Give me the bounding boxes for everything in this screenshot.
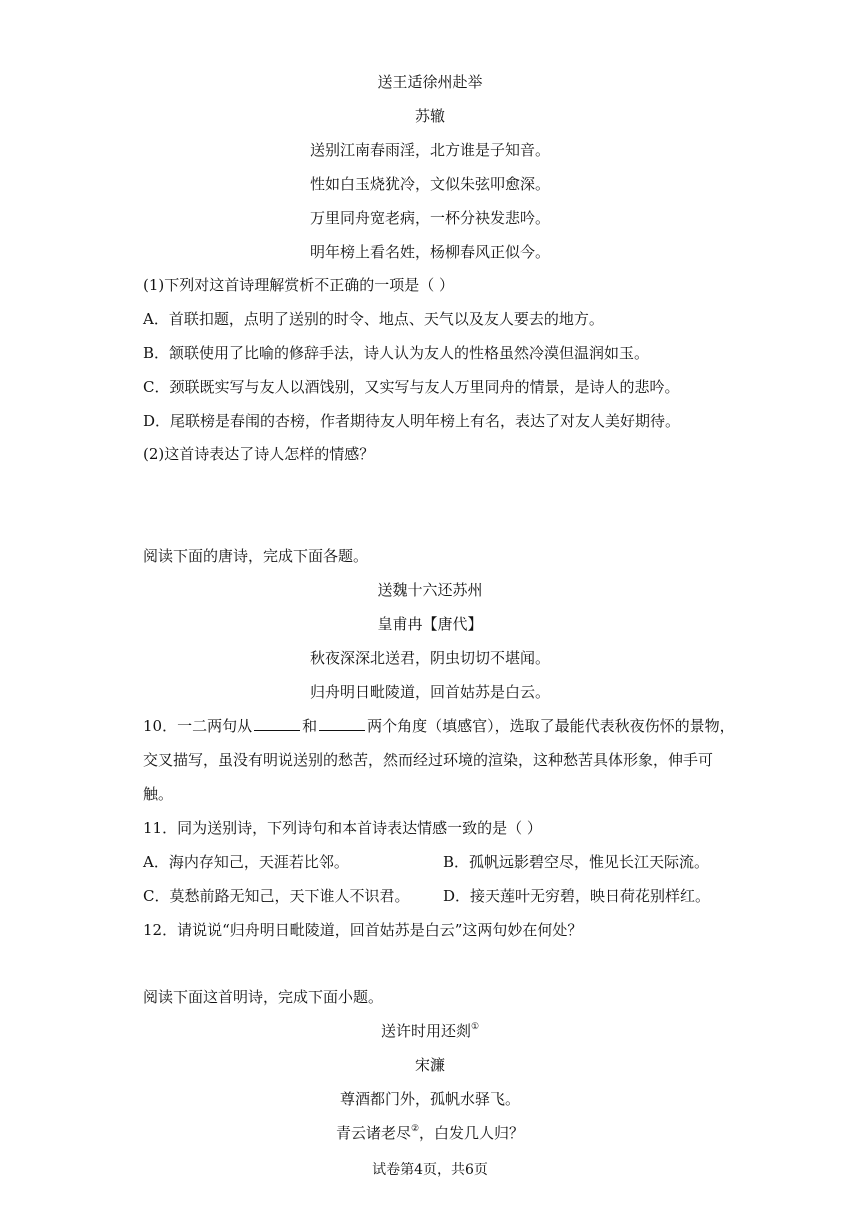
q1-option-d: D．尾联榜是春闱的杏榜，作者期待友人明年榜上有名，表达了对友人美好期待。 — [143, 412, 681, 430]
q10-line-2: 交叉描写，虽没有明说送别的愁苦，然而经过环境的渲染，这种愁苦具体形象，伸手可 — [143, 751, 714, 769]
poem3-line-2 — [0, 1123, 860, 1143]
answer-blank-2[interactable] — [319, 716, 365, 731]
q10-line-1 — [143, 716, 735, 736]
poem1-line-3: 万里同舟宽老病，一杯分袂发悲吟。 — [309, 209, 550, 227]
poem2-title: 送魏十六还苏州 — [377, 581, 483, 599]
poem2-line-2: 归舟明日毗陵道，回首姑苏是白云。 — [309, 683, 550, 701]
poem1-title: 送王适徐州赴举 — [377, 73, 483, 91]
q1-option-c: C．颈联既实写与友人以酒饯别，又实写与友人万里同舟的情景，是诗人的悲吟。 — [143, 378, 680, 396]
poem2-line-1: 秋夜深深北送君，阴虫切切不堪闻。 — [309, 649, 550, 667]
poem3-author: 宋濂 — [414, 1056, 445, 1074]
q11-option-d: D．接天莲叶无穷碧，映日荷花别样红。 — [443, 887, 711, 905]
poem3-line-2-a: 青云诸老尽 — [335, 1124, 411, 1142]
section2-intro: 阅读下面的唐诗，完成下面各题。 — [143, 547, 369, 565]
poem1-line-1: 送别江南春雨淫，北方谁是子知音。 — [309, 141, 550, 159]
q1-option-a: A．首联扣题，点明了送别的时令、地点、天气以及友人要去的地方。 — [143, 310, 604, 328]
poem1-line-4: 明年榜上看名姓，杨柳春风正似今。 — [309, 243, 550, 261]
q11-option-c: C．莫愁前路无知己，天下谁人不识君。 — [143, 887, 410, 905]
q1-stem: (1)下列对这首诗理解赏析不正确的一项是（ ） — [143, 276, 455, 294]
poem3-title — [0, 1021, 860, 1041]
poem3-title-text: 送许时用还剡 — [380, 1022, 471, 1040]
answer-blank-1[interactable] — [254, 716, 300, 731]
q11-stem: 11．同为送别诗，下列诗句和本首诗表达情感一致的是（ ） — [143, 819, 542, 837]
q1-option-b: B．颔联使用了比喻的修辞手法，诗人认为友人的性格虽然冷漠但温润如玉。 — [143, 344, 650, 362]
poem2-author: 皇甫冉【唐代】 — [377, 615, 483, 633]
footnote-marker-1: ① — [470, 1022, 480, 1032]
page-footer: 试卷第4页，共6页 — [372, 1162, 488, 1178]
q11-option-b: B．孤帆远影碧空尽，惟见长江天际流。 — [443, 853, 710, 871]
footnote-marker-2: ② — [410, 1124, 420, 1134]
q11-option-a: A．海内存知己，天涯若比邻。 — [143, 853, 349, 871]
q12-stem: 12．请说说“归舟明日毗陵道，回首姑苏是白云”这两句妙在何处？ — [143, 921, 583, 939]
q10-text-a: 10．一二两句从 — [143, 717, 253, 735]
q10-text-b: 和 — [302, 717, 318, 735]
section3-intro: 阅读下面这首明诗，完成下面小题。 — [143, 988, 384, 1006]
poem3-line-1: 尊酒都门外，孤帆水驿飞。 — [339, 1090, 520, 1108]
poem1-line-2: 性如白玉烧犹冷，文似朱弦叩愈深。 — [309, 175, 550, 193]
q2-stem: (2)这首诗表达了诗人怎样的情感？ — [143, 445, 375, 463]
q10-text-c: 两个角度（填感官），选取了最能代表秋夜伤怀的景物， — [367, 717, 735, 735]
poem3-line-2-b: ，白发几人归？ — [419, 1124, 525, 1142]
q10-line-3: 触。 — [143, 785, 174, 803]
poem1-author: 苏辙 — [414, 107, 445, 125]
